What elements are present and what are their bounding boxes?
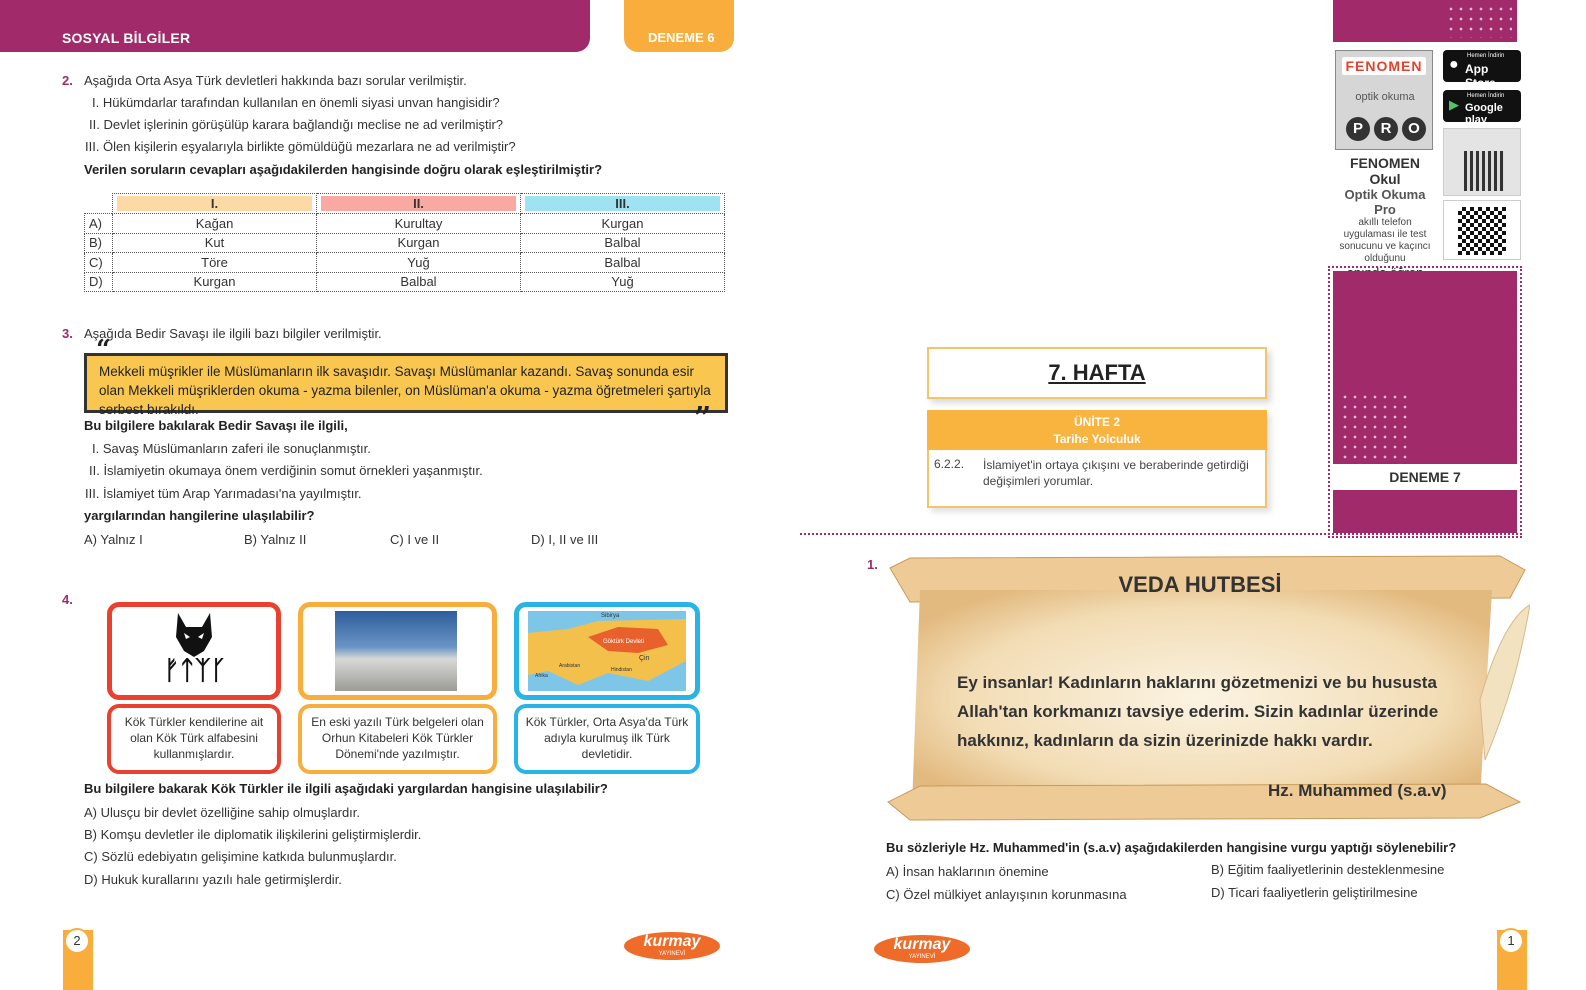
- orhun-inscription-image: [335, 611, 457, 691]
- table-cell: Yuğ: [521, 272, 725, 292]
- decor-dots: [1446, 4, 1512, 38]
- publisher-logo: kurmay YAYINEVİ: [624, 932, 720, 960]
- question-item: II. İslamiyetin okumaya önem verdiğinin somut örnekleri yaşanmıştır.: [89, 463, 483, 478]
- table-cell: Balbal: [521, 253, 725, 273]
- play-icon: ▶: [1449, 97, 1459, 112]
- scroll-author: Hz. Muhammed (s.a.v): [1268, 781, 1447, 800]
- table-cell: Kurgan: [113, 272, 317, 292]
- answer-option[interactable]: B) Komşu devletler ile diplomatik ilişkilerini geliştirmişlerdir.: [84, 827, 422, 842]
- phone-scan-image: [1443, 128, 1521, 196]
- answer-table: [84, 193, 725, 292]
- gokturk-map-image: [528, 611, 686, 691]
- question-intro: Aşağıda Orta Asya Türk devletleri hakkında bazı sorular verilmiştir.: [84, 73, 467, 88]
- question-number: 2.: [62, 73, 73, 88]
- table-cell: Kurgan: [317, 233, 521, 253]
- answer-option[interactable]: C) Özel mülkiyet anlayışının korunmasına: [886, 887, 1127, 902]
- question-stem: Verilen soruların cevapları aşağıdakilerden hangisinde doğru olarak eşleştirilmiştir?: [84, 162, 603, 177]
- quote-box: [84, 353, 728, 417]
- answer-option[interactable]: A) Ulusçu bir devlet özelliğine sahip olmuşlardır.: [84, 805, 361, 820]
- question-stem: Bu bilgilere bakarak Kök Türkler ile ilgili aşağıdaki yargılardan hangisine ulaşılabilir?: [84, 781, 608, 796]
- fenomen-app-logo: [1335, 50, 1433, 150]
- pro-letter: P: [1346, 117, 1370, 141]
- answer-option[interactable]: D) Hukuk kurallarını yazılı hale getirmişlerdir.: [84, 872, 342, 887]
- answer-option[interactable]: B) Yalnız II: [244, 532, 307, 547]
- answer-table-header: [85, 194, 725, 214]
- question-number: 3.: [62, 326, 73, 341]
- question-lead: Bu bilgilere bakılarak Bedir Savaşı ile ilgili,: [84, 418, 348, 433]
- question-stem: Bu sözleriyle Hz. Muhammed'in (s.a.v) aşağıdakilerden hangisine vurgu yaptığı söylenebilir?: [886, 840, 1457, 855]
- outcome-text: İslamiyet'in ortaya çıkışını ve beraberinde getirdiği değişimleri yorumlar.: [983, 458, 1249, 488]
- exam-tab-label: DENEME 6: [648, 30, 715, 45]
- table-row: [85, 233, 725, 253]
- pro-letter: O: [1402, 117, 1426, 141]
- next-exam-label: DENEME 7: [1333, 464, 1517, 490]
- table-row: [85, 214, 725, 234]
- table-cell: Kağan: [113, 214, 317, 234]
- answer-option[interactable]: B) Eğitim faaliyetlerinin desteklenmesine: [1211, 862, 1445, 877]
- optik-label: optik okuma: [1355, 91, 1415, 103]
- column-header: III.: [525, 196, 720, 211]
- table-cell: Töre: [113, 253, 317, 273]
- question-item: III. Ölen kişilerin eşyalarıyla birlikte gömüldüğü mezarlara ne ad verilmiştir?: [85, 139, 516, 154]
- runes-text: ᚠᛏᛉᚴ: [163, 656, 227, 686]
- info-card: En eski yazılı Türk belgeleri olan Orhun Kitabeleri Kök Türkler Dönemi'nde yazılmıştır.: [298, 704, 497, 774]
- unit-header: ÜNİTE 2 Tarihe Yolculuk: [927, 410, 1267, 450]
- table-row: [85, 253, 725, 273]
- decor-dots: [1340, 392, 1412, 462]
- question-item: I. Hükümdarlar tarafından kullanılan en önemli siyasi unvan hangisidir?: [92, 95, 500, 110]
- answer-option[interactable]: A) İnsan haklarının önemine: [886, 864, 1049, 879]
- table-cell: Kurultay: [317, 214, 521, 234]
- quote-text: Mekkeli müşrikler ile Müslümanların ilk savaşıdır. Savaşı Müslümanlar kazandı. Savaş sonunda esir olan Mekkeli müşriklerden okuma - yazma bilenler, on Müslüman'a okuma - yazma öğretmeleri şartıyla serbest bırakıldı.: [99, 364, 711, 417]
- section-divider: [800, 533, 1522, 535]
- info-card: Kök Türkler, Orta Asya'da Türk adıyla kurulmuş ilk Türk devletidir.: [514, 704, 700, 774]
- app-promo: FENOMEN Okul Optik Okuma Pro akıllı telefon uygulaması ile test sonucunu ve kaçıncı olduğunu: [1339, 155, 1431, 264]
- question-number: 1.: [867, 557, 878, 572]
- apple-icon: ●: [1449, 56, 1459, 73]
- question-item: III. İslamiyet tüm Arap Yarımadası'na yayılmıştır.: [85, 486, 362, 501]
- close-quote-icon: ”: [694, 401, 712, 436]
- column-header: II.: [321, 196, 516, 211]
- fenomen-wordmark: FENOMEN: [1342, 57, 1426, 75]
- question-number: 4.: [62, 592, 73, 607]
- week-title: 7. HAFTA: [1048, 360, 1146, 385]
- answer-option[interactable]: C) I ve II: [390, 532, 440, 547]
- publisher-logo: kurmay YAYINEVİ: [874, 935, 970, 963]
- answer-option[interactable]: D) Ticari faaliyetlerin geliştirilmesine: [1211, 885, 1418, 900]
- option-label[interactable]: C): [85, 253, 113, 273]
- column-header: I.: [117, 196, 312, 211]
- question-stem: yargılarından hangilerine ulaşılabilir?: [84, 508, 315, 523]
- table-cell: Yuğ: [317, 253, 521, 273]
- scroll-title: VEDA HUTBESİ: [1118, 572, 1282, 597]
- question-intro: Aşağıda Bedir Savaşı ile ilgili bazı bilgiler verilmiştir.: [84, 326, 382, 341]
- table-cell: Kut: [113, 233, 317, 253]
- app-store-button[interactable]: ● Hemen İndirin App Store: [1443, 50, 1521, 82]
- map-card: Sibirya Göktürk Devleti Çin Hindistan Afrika Arabistan: [514, 602, 700, 700]
- subject-title: SOSYAL BİLGİLER: [62, 30, 191, 46]
- open-quote-icon: “: [96, 335, 111, 365]
- option-label[interactable]: A): [85, 214, 113, 234]
- table-cell: Balbal: [521, 233, 725, 253]
- page-number: 1: [1498, 928, 1524, 954]
- outcome-code: 6.2.2.: [934, 457, 965, 471]
- option-label[interactable]: B): [85, 233, 113, 253]
- qr-code-icon: [1443, 200, 1521, 260]
- page-number: 2: [64, 928, 90, 954]
- google-play-button[interactable]: ▶ Hemen İndirin Google play: [1443, 90, 1521, 122]
- question-item: I. Savaş Müslümanların zaferi ile sonuçlanmıştır.: [92, 441, 371, 456]
- table-cell: Balbal: [317, 272, 521, 292]
- option-label[interactable]: D): [85, 272, 113, 292]
- pro-letter: R: [1374, 117, 1398, 141]
- stele-card: [298, 602, 497, 700]
- info-card: Kök Türkler kendilerine ait olan Kök Türk alfabesini kullanmışlardır.: [107, 704, 281, 774]
- answer-option[interactable]: D) I, II ve III: [531, 532, 599, 547]
- answer-option[interactable]: A) Yalnız I: [84, 532, 143, 547]
- table-row: [85, 272, 725, 292]
- question-item: II. Devlet işlerinin görüşülüp karara bağlandığı meclise ne ad verilmiştir?: [89, 117, 504, 132]
- table-cell: Kurgan: [521, 214, 725, 234]
- scroll-text: Ey insanlar! Kadınların haklarını gözetmenizi ve bu hususta Allah'tan korkmanızı tavsiye ederim. Sizin kadınlar üzerinde hakkınız, kadınların da sizin üzerinizde hakkı vardır.: [957, 673, 1439, 750]
- answer-option[interactable]: C) Sözlü edebiyatın gelişimine katkıda bulunmuşlardır.: [84, 849, 397, 864]
